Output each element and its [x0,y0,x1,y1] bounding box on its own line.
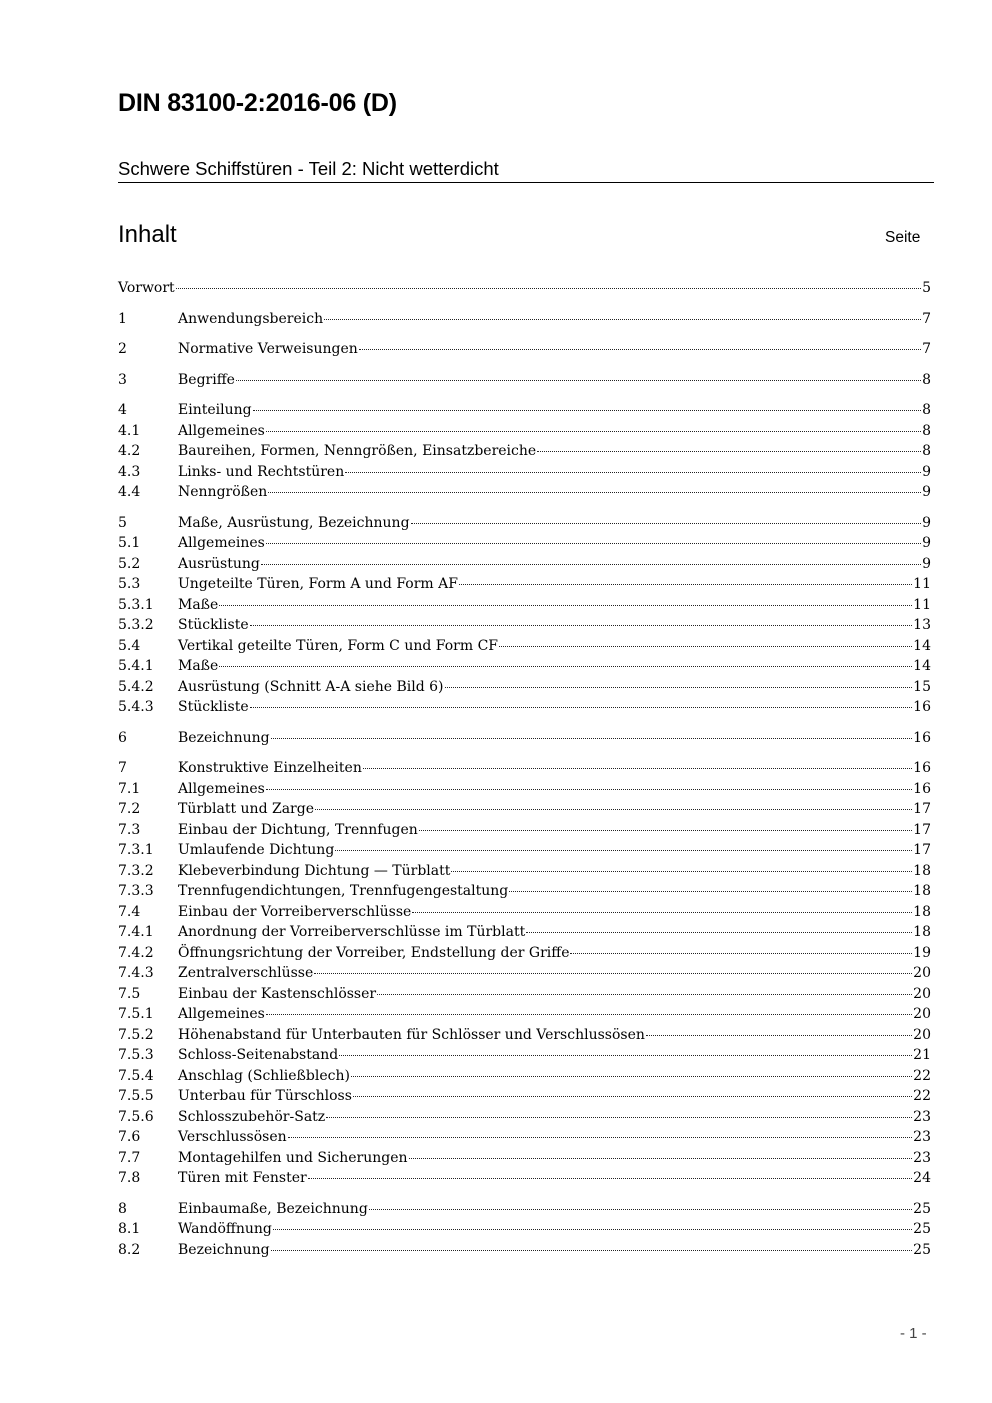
toc-entry[interactable] [118,820,931,841]
toc-dot-leader [412,912,912,913]
toc-entry-number: 5 [118,514,127,531]
toc-entry[interactable] [118,799,931,820]
toc-entry[interactable] [118,881,931,902]
toc-entry-number: 7 [118,760,127,776]
toc-entry[interactable] [118,1240,931,1261]
toc-entry-number: 1 [118,310,127,327]
toc-entry-title: Vertikal geteilte Türen, Form C und Form CF [178,637,499,654]
toc-entry-number: 4.3 [118,463,141,480]
title-divider [118,182,934,183]
toc-entry-title: Schlosszubehör-Satz [178,1108,326,1125]
toc-entry[interactable] [118,554,931,575]
toc-entry[interactable] [118,984,931,1005]
page-number: - 1 - [900,1325,927,1342]
toc-entry-page: 15 [913,678,931,695]
toc-entry-page: 20 [913,1006,931,1022]
toc-dot-leader [526,932,912,933]
toc-dot-leader [271,738,913,739]
toc-entry-title: Ungeteilte Türen, Form A und Form AF [178,576,458,592]
toc-entry[interactable] [118,861,931,882]
toc-entry[interactable] [118,421,931,442]
toc-dot-leader [219,666,912,667]
toc-entry-number: 5.3.2 [118,617,154,633]
toc-entry[interactable] [118,1148,931,1169]
toc-entry[interactable] [118,963,931,984]
toc-entry-title: Zentralverschlüsse [178,965,314,981]
toc-entry-title: Einbau der Kastenschlösser [178,985,377,1002]
toc-entry-title: Maße, Ausrüstung, Bezeichnung [178,514,410,531]
toc-entry-page: 9 [922,535,931,551]
toc-entry-number: 7.3 [118,821,141,838]
toc-entry-title: Einbau der Vorreiberverschlüsse [178,903,412,920]
toc-entry-page: 14 [913,637,931,654]
toc-entry-page: 23 [913,1149,931,1166]
toc-dot-leader [288,1137,913,1138]
toc-entry-page: 22 [913,1088,931,1104]
toc-entry-number: 7.4.3 [118,965,154,981]
toc-entry[interactable] [118,943,931,964]
toc-entry-title: Bezeichnung [178,729,270,746]
toc-entry[interactable] [118,840,931,861]
toc-dot-leader [176,288,921,289]
toc-entry-page: 20 [913,985,931,1002]
toc-entry-title: Allgemeines [178,422,265,439]
toc-dot-leader [369,1209,912,1210]
toc-entry[interactable] [118,1066,931,1087]
toc-heading: Inhalt [118,221,177,248]
toc-entry-page: 14 [913,658,931,674]
toc-entry-title: Links- und Rechtstüren [178,463,345,480]
toc-entry-number: 5.4.1 [118,658,154,674]
toc-dot-leader [459,584,912,585]
toc-entry-title: Stückliste [178,699,249,715]
toc-entry-title: Konstruktive Einzelheiten [178,760,362,776]
toc-entry-number: 5.3.1 [118,596,154,613]
toc-entry-page: 11 [913,576,931,592]
toc-dot-leader [308,1178,913,1179]
toc-dot-leader [419,830,912,831]
toc-dot-leader [266,1014,912,1015]
toc-entry[interactable] [118,533,931,554]
toc-entry-number: 7.4.2 [118,944,154,961]
toc-dot-leader [250,707,913,708]
toc-entry-page: 20 [913,1026,931,1043]
toc-dot-leader [509,891,912,892]
toc-dot-leader [266,431,921,432]
toc-entry[interactable] [118,1199,931,1220]
toc-entry-title: Umlaufende Dichtung [178,842,335,858]
toc-entry-number: 8 [118,1200,127,1217]
toc-entry-page: 18 [913,883,931,899]
toc-entry-page: 23 [913,1129,931,1145]
toc-entry[interactable] [118,728,931,749]
toc-entry-title: Maße [178,658,219,674]
toc-entry-title: Öffnungsrichtung der Vorreiber, Endstellung der Griffe [178,944,570,961]
table-of-contents [118,278,931,1260]
toc-dot-leader [409,1158,913,1159]
toc-entry-page: 21 [913,1047,931,1063]
toc-entry[interactable] [118,615,931,636]
toc-entry-title: Verschlussösen [178,1129,287,1145]
toc-dot-leader [359,349,921,350]
toc-entry-title: Ausrüstung (Schnitt A-A siehe Bild 6) [178,678,444,695]
toc-entry-number: 7.1 [118,780,141,797]
toc-entry-title: Unterbau für Türschloss [178,1088,352,1104]
document-subtitle: Schwere Schiffstüren - Teil 2: Nicht wetterdicht [118,158,499,179]
toc-dot-leader [411,523,922,524]
toc-entry-title: Allgemeines [178,1006,265,1022]
toc-entry-page: 18 [913,924,931,940]
toc-entry-page: 17 [913,842,931,858]
toc-dot-leader [314,973,912,974]
toc-entry-number: 7.5.1 [118,1006,154,1022]
toc-entry-number: 5.2 [118,555,141,572]
toc-entry-page: 9 [922,484,931,500]
toc-entry[interactable] [118,595,931,616]
toc-dot-leader [253,410,922,411]
toc-entry-title: Normative Verweisungen [178,341,358,357]
toc-entry-page: 8 [922,402,931,418]
toc-dot-leader [377,994,912,995]
toc-entry[interactable] [118,1168,931,1189]
toc-entry-number: 5.1 [118,535,141,551]
toc-entry[interactable] [118,339,931,360]
toc-entry-page: 9 [922,555,931,572]
toc-entry-page: 25 [913,1221,931,1237]
toc-entry-number: 5.4 [118,637,141,654]
toc-entry[interactable] [118,636,931,657]
toc-entry[interactable] [118,462,931,483]
toc-entry-title: Baureihen, Formen, Nenngrößen, Einsatzbereiche [178,443,537,459]
toc-dot-leader [537,451,921,452]
toc-entry-number: 4 [118,402,127,418]
toc-entry-page: 22 [913,1067,931,1084]
toc-dot-leader [266,543,921,544]
toc-entry-title: Montagehilfen und Sicherungen [178,1149,408,1166]
toc-dot-leader [315,809,912,810]
toc-entry-page: 13 [913,617,931,633]
toc-entry-page: 5 [922,280,931,296]
toc-entry-title: Einteilung [178,402,252,418]
toc-dot-leader [271,1250,913,1251]
toc-entry-title: Allgemeines [178,535,265,551]
toc-entry-page: 17 [913,821,931,838]
toc-entry-number: 7.3.2 [118,862,154,879]
toc-entry-number: 5.4.2 [118,678,154,695]
toc-dot-leader [570,953,912,954]
toc-entry[interactable] [118,922,931,943]
toc-dot-leader [351,1076,912,1077]
toc-entry-title: Schloss-Seitenabstand [178,1047,339,1063]
toc-entry[interactable] [118,370,931,391]
toc-entry-title: Einbau der Dichtung, Trennfugen [178,821,418,838]
toc-entry-number: 4.2 [118,443,141,459]
toc-entry-page: 18 [913,862,931,879]
toc-entry[interactable] [118,1025,931,1046]
toc-entry-page: 24 [913,1170,931,1186]
toc-entry-number: 8.1 [118,1221,141,1237]
toc-entry-page: 19 [913,944,931,961]
toc-dot-leader [451,871,912,872]
toc-entry[interactable] [118,513,931,534]
toc-entry-page: 16 [913,780,931,797]
toc-entry-number: 4.4 [118,484,141,500]
toc-dot-leader [261,564,921,565]
toc-entry-number: 7.5.6 [118,1108,154,1125]
toc-entry-number: 7.4 [118,903,141,920]
toc-entry-title: Anordnung der Vorreiberverschlüsse im Türblatt [178,924,526,940]
toc-entry-page: 18 [913,903,931,920]
toc-entry-title: Vorwort [118,280,175,296]
toc-entry-number: 7.5.5 [118,1088,154,1104]
toc-entry[interactable] [118,1107,931,1128]
toc-entry[interactable] [118,1086,931,1107]
toc-dot-leader [353,1096,912,1097]
toc-dot-leader [363,768,912,769]
toc-entry-title: Anwendungsbereich [178,310,324,327]
toc-page-column-label: Seite [885,229,921,246]
toc-entry-title: Türen mit Fenster [178,1170,307,1186]
toc-entry-page: 9 [922,463,931,480]
toc-entry-title: Klebeverbindung Dichtung — Türblatt [178,862,451,879]
toc-dot-leader [445,687,913,688]
toc-entry[interactable] [118,677,931,698]
toc-entry-page: 16 [913,760,931,776]
toc-entry-number: 7.5.3 [118,1047,154,1063]
toc-entry-number: 5.4.3 [118,699,154,715]
toc-entry-page: 25 [913,1241,931,1258]
toc-dot-leader [324,319,921,320]
toc-entry-page: 23 [913,1108,931,1125]
toc-entry[interactable] [118,1127,931,1148]
toc-dot-leader [219,605,912,606]
toc-entry-number: 7.3.1 [118,842,154,858]
toc-entry-number: 7.5.2 [118,1026,154,1043]
toc-dot-leader [273,1229,912,1230]
toc-entry[interactable] [118,441,931,462]
toc-entry[interactable] [118,1004,931,1025]
toc-entry-title: Allgemeines [178,780,265,797]
toc-entry-page: 9 [922,514,931,531]
toc-entry[interactable] [118,656,931,677]
toc-entry-number: 7.5 [118,985,141,1002]
toc-entry-page: 20 [913,965,931,981]
toc-dot-leader [339,1055,912,1056]
toc-entry-number: 2 [118,341,127,357]
toc-entry-title: Nenngrößen [178,484,268,500]
toc-dot-leader [499,646,912,647]
toc-entry-number: 7.7 [118,1149,141,1166]
toc-entry[interactable] [118,309,931,330]
toc-dot-leader [268,492,921,493]
toc-entry[interactable] [118,400,931,421]
toc-entry-title: Maße [178,596,219,613]
toc-dot-leader [335,850,912,851]
toc-entry-number: 3 [118,371,127,388]
toc-entry-title: Anschlag (Schließblech) [178,1067,350,1084]
toc-entry-number: 6 [118,729,127,746]
toc-entry-title: Einbaumaße, Bezeichnung [178,1200,368,1217]
toc-entry-page: 7 [922,310,931,327]
toc-entry-page: 17 [913,801,931,817]
toc-entry-number: 8.2 [118,1241,141,1258]
toc-entry[interactable] [118,779,931,800]
toc-entry-number: 4.1 [118,422,141,439]
toc-dot-leader [266,789,912,790]
toc-entry-page: 8 [922,443,931,459]
toc-entry-page: 8 [922,371,931,388]
toc-entry-number: 7.5.4 [118,1067,154,1084]
toc-entry-page: 7 [922,341,931,357]
toc-entry-number: 7.4.1 [118,924,154,940]
toc-dot-leader [236,380,921,381]
toc-dot-leader [326,1117,912,1118]
toc-entry-title: Ausrüstung [178,555,260,572]
toc-entry-title: Bezeichnung [178,1241,270,1258]
toc-entry-title: Wandöffnung [178,1221,272,1237]
toc-entry-page: 16 [913,699,931,715]
toc-entry-number: 5.3 [118,576,141,592]
toc-dot-leader [646,1035,912,1036]
toc-entry[interactable] [118,758,931,779]
toc-entry-page: 25 [913,1200,931,1217]
toc-entry[interactable] [118,278,931,299]
toc-entry-number: 7.8 [118,1170,141,1186]
toc-entry-title: Begriffe [178,371,235,388]
toc-entry-page: 16 [913,729,931,746]
toc-entry[interactable] [118,1219,931,1240]
toc-dot-leader [345,472,921,473]
toc-entry[interactable] [118,574,931,595]
toc-entry[interactable] [118,1045,931,1066]
toc-entry-number: 7.6 [118,1129,141,1145]
toc-entry-title: Türblatt und Zarge [178,801,314,817]
toc-entry-page: 8 [922,422,931,439]
toc-entry-number: 7.2 [118,801,141,817]
toc-dot-leader [250,625,913,626]
toc-entry-page: 11 [913,596,931,613]
toc-entry-title: Höhenabstand für Unterbauten für Schlösser und Verschlussösen [178,1026,645,1043]
toc-entry[interactable] [118,697,931,718]
toc-entry-number: 7.3.3 [118,883,154,899]
toc-entry-title: Stückliste [178,617,249,633]
document-id: DIN 83100-2:2016-06 (D) [118,89,397,117]
toc-entry-title: Trennfugendichtungen, Trennfugengestaltung [178,883,509,899]
toc-entry[interactable] [118,902,931,923]
toc-entry[interactable] [118,482,931,503]
